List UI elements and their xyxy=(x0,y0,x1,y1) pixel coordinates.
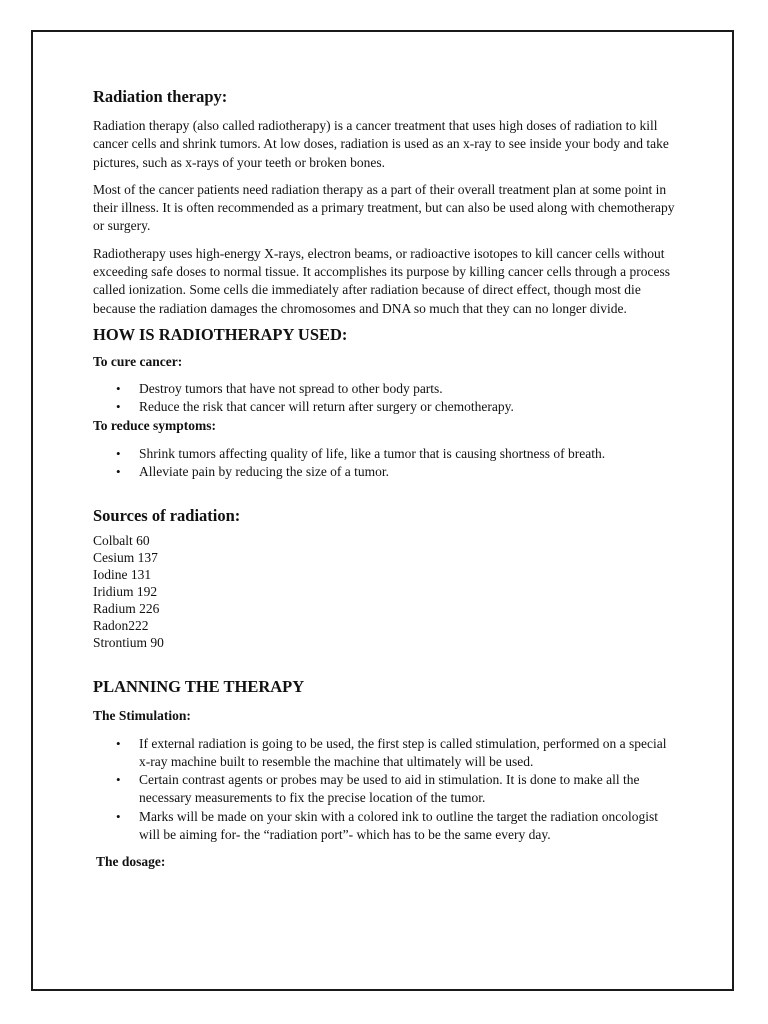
bullet-icon: • xyxy=(116,399,121,415)
source-item: Iodine 131 xyxy=(93,566,152,582)
list-item: • Alleviate pain by reducing the size of a tumor. xyxy=(93,463,678,481)
list-item: • Shrink tumors affecting quality of life, like a tumor that is causing shortness of breath. xyxy=(93,445,678,463)
source-item: Cesium 137 xyxy=(93,550,158,566)
list-item: • Destroy tumors that have not spread to other body parts. xyxy=(93,380,678,398)
stimulation-label: The Stimulation: xyxy=(93,707,191,723)
source-item: Radon222 xyxy=(93,617,149,633)
list-item: • Certain contrast agents or probes may be used to aid in stimulation. It is done to make all the necessary measurements to fix the precise location of the tumor. xyxy=(116,772,640,806)
dosage-label: The dosage: xyxy=(96,854,166,870)
stimulation-list xyxy=(93,735,678,845)
bullet-icon: • xyxy=(116,735,121,751)
source-item: Radium 226 xyxy=(93,600,160,616)
source-item: Strontium 90 xyxy=(93,634,164,650)
bullet-icon: • xyxy=(116,463,121,479)
paragraph-treatment-plan: Most of the cancer patients need radiation therapy as a part of their overall treatment plan at some point in their illness. It is often recommended as a primary treatment, but can also be used along with chemotherapy or surgery. xyxy=(93,181,675,234)
planning-heading: PLANNING THE THERAPY xyxy=(93,676,305,696)
sources-heading: Sources of radiation: xyxy=(93,506,241,526)
paragraph-mechanism: Radiotherapy uses high-energy X-rays, electron beams, or radioactive isotopes to kill cancer cells without exceeding safe doses to normal tissue. It accomplishes its purpose by killing cancer cells through a process called ionization. Some cells die immediately after radiation because of direct effect, though most die because the radiation damages the chromosomes and DNA so much that they can no longer divide. xyxy=(93,245,670,316)
cure-cancer-label: To cure cancer: xyxy=(93,353,183,369)
cure-cancer-list xyxy=(93,380,678,417)
document-body xyxy=(93,86,678,871)
list-item: • Reduce the risk that cancer will return after surgery or chemotherapy. xyxy=(93,398,678,416)
paragraph-definition: Radiation therapy (also called radiotherapy) is a cancer treatment that uses high doses of radiation to kill cancer cells and shrink tumors. At low doses, radiation is used as an x-ray to see inside your body and take pictures, such as x-rays of your teeth or broken bones. xyxy=(93,118,669,170)
radiation-therapy-heading: Radiation therapy: xyxy=(93,87,228,106)
bullet-icon: • xyxy=(116,772,121,788)
source-item: Iridium 192 xyxy=(93,583,158,599)
list-item: • Marks will be made on your skin with a colored ink to outline the target the radiation oncologist will be aiming for- the “radiation port”- which has to be the same every day. xyxy=(116,808,659,842)
list-item: • If external radiation is going to be used, the first step is called stimulation, performed on a special x-ray machine built to resemble the machine that ultimately will be used. xyxy=(116,735,667,769)
bullet-icon: • xyxy=(116,808,121,824)
sources-list xyxy=(93,533,678,651)
reduce-symptoms-label: To reduce symptoms: xyxy=(93,417,217,433)
how-used-heading: HOW IS RADIOTHERAPY USED: xyxy=(93,324,348,344)
bullet-icon: • xyxy=(116,380,121,396)
reduce-symptoms-list xyxy=(93,445,678,482)
bullet-icon: • xyxy=(116,445,121,461)
source-item: Colbalt 60 xyxy=(93,533,150,549)
